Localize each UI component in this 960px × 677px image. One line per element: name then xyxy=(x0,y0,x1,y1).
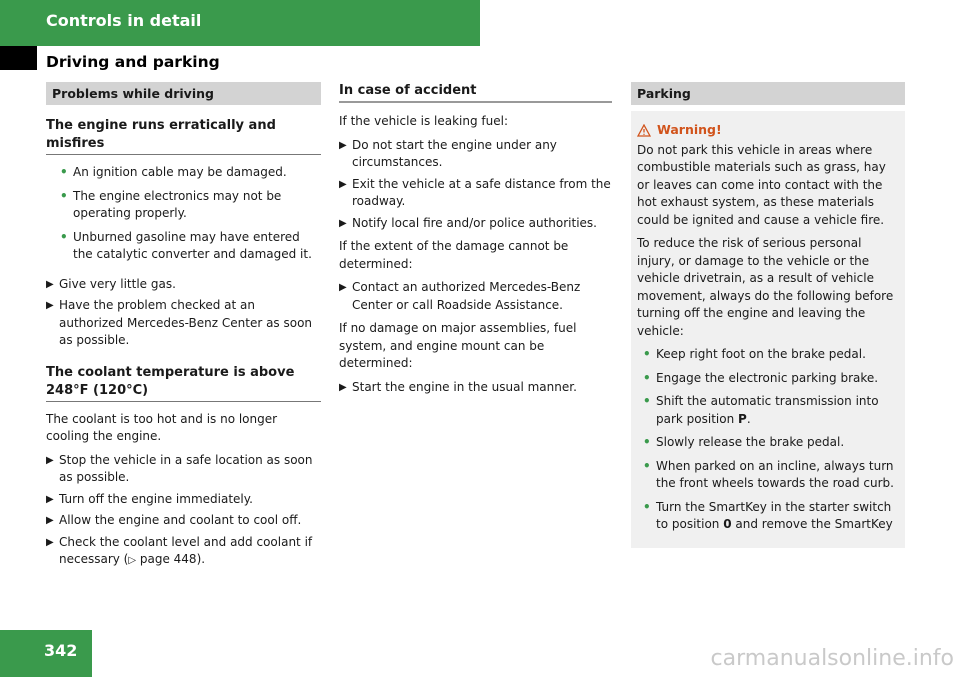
section-tab-marker xyxy=(0,46,37,70)
damage-steps-list xyxy=(339,279,612,314)
fuel-intro: If the vehicle is leaking fuel: xyxy=(339,114,509,128)
list-item: ▶ Give very little gas. xyxy=(46,276,321,294)
list-item: ▶ Do not start the engine under any circumstances. xyxy=(339,137,557,169)
column-accident xyxy=(339,82,612,400)
list-item: ▶ Stop the vehicle in a safe location as soon as possible. xyxy=(46,452,313,484)
page-reference-link[interactable]: page 448). xyxy=(136,552,206,566)
coolant-intro: The coolant is too hot and is no longer cooling the engine. xyxy=(46,411,278,443)
list-item: • Shift the automatic transmission into park position P. xyxy=(643,394,879,426)
engine-causes-list xyxy=(46,164,321,264)
page-number: 342 xyxy=(44,641,78,660)
step-arrow-icon: ▶ xyxy=(46,536,54,548)
list-item: • Keep right foot on the brake pedal. xyxy=(643,346,898,364)
no-damage-steps-list xyxy=(339,379,612,397)
damage-intro: If the extent of the damage cannot be determined: xyxy=(339,239,569,271)
coolant-steps-list xyxy=(46,452,321,570)
list-item: ▶ Check the coolant level and add coolant if necessary (▷ page 448). xyxy=(46,534,313,566)
step-arrow-icon: ▶ xyxy=(46,493,54,505)
step-arrow-icon: ▶ xyxy=(339,178,347,190)
list-item: • Slowly release the brake pedal. xyxy=(643,434,898,452)
list-item: ▶ Start the engine in the usual manner. xyxy=(339,379,612,397)
step-arrow-icon: ▶ xyxy=(339,139,347,151)
list-item: • Unburned gasoline may have entered the catalytic converter and damaged it. xyxy=(60,229,312,261)
list-item: • Engage the electronic parking brake. xyxy=(643,370,898,388)
step-arrow-icon: ▶ xyxy=(339,282,347,293)
watermark: carmanualsonline.info xyxy=(710,646,954,671)
no-damage-intro: If no damage on major assemblies, fuel system, and engine mount can be determined: xyxy=(339,321,577,370)
list-item: ▶ Allow the engine and coolant to cool off. xyxy=(46,512,321,530)
warning-triangle-icon xyxy=(637,124,651,137)
box-heading-problems: Problems while driving xyxy=(46,82,321,105)
bullet-icon: • xyxy=(643,499,651,514)
list-item: ▶ Contact an authorized Mercedes-Benz Center or call Roadside Assistance. xyxy=(339,280,581,312)
page-reference-icon: ▷ xyxy=(128,555,137,566)
warning-box xyxy=(631,111,905,548)
bullet-icon: • xyxy=(643,370,651,385)
list-item: • The engine electronics may not be operating properly. xyxy=(60,188,282,220)
step-arrow-icon: ▶ xyxy=(46,454,54,466)
list-item: • An ignition cable may be damaged. xyxy=(60,164,321,182)
list-item: • When parked on an incline, always turn the front wheels towards the road curb. xyxy=(643,458,894,490)
chapter-title: Controls in detail xyxy=(46,11,202,30)
bullet-icon: • xyxy=(60,165,68,179)
parking-steps-list xyxy=(637,346,898,534)
fuel-steps-list xyxy=(339,137,612,233)
heading-engine-misfires: The engine runs erratically and misfires xyxy=(46,117,321,155)
list-item: • Turn the SmartKey in the starter switch to position 0 and remove the SmartKey xyxy=(643,499,893,531)
engine-steps-list xyxy=(46,276,321,350)
warning-paragraph-2: To reduce the risk of serious personal injury, or damage to the vehicle or the vehicle drivetrain, as a result of vehicle movement, always do the following before turning off the engine and leaving the vehicle: xyxy=(637,236,894,338)
column-problems xyxy=(46,82,321,574)
heading-accident: In case of accident xyxy=(339,82,612,103)
bullet-icon: • xyxy=(643,435,651,449)
step-arrow-icon: ▶ xyxy=(339,217,347,229)
bullet-icon: • xyxy=(643,347,651,361)
section-title: Driving and parking xyxy=(46,53,220,71)
step-arrow-icon: ▶ xyxy=(46,278,54,290)
column-parking xyxy=(631,82,905,548)
step-arrow-icon: ▶ xyxy=(339,381,347,393)
list-item: ▶ Have the problem checked at an authorized Mercedes-Benz Center as soon as possible. xyxy=(46,298,313,347)
bullet-icon: • xyxy=(60,188,68,203)
list-item: ▶ Exit the vehicle at a safe distance from the roadway. xyxy=(339,176,611,208)
bullet-icon: • xyxy=(60,229,68,244)
warning-title: Warning! xyxy=(637,121,898,139)
bullet-icon: • xyxy=(643,458,651,473)
bullet-icon: • xyxy=(643,394,651,408)
step-arrow-icon: ▶ xyxy=(46,300,54,311)
box-heading-parking: Parking xyxy=(631,82,905,105)
warning-paragraph-1: Do not park this vehicle in areas where combustible materials such as grass, hay or leaves can come into contact with the hot exhaust system, as these materials could be ignited and cause a vehicle fire. xyxy=(637,142,886,227)
step-arrow-icon: ▶ xyxy=(46,515,54,526)
heading-coolant-temperature: The coolant temperature is above 248°F (120°C) xyxy=(46,364,321,402)
list-item: ▶ Notify local fire and/or police authorities. xyxy=(339,215,612,233)
list-item: ▶ Turn off the engine immediately. xyxy=(46,491,321,509)
